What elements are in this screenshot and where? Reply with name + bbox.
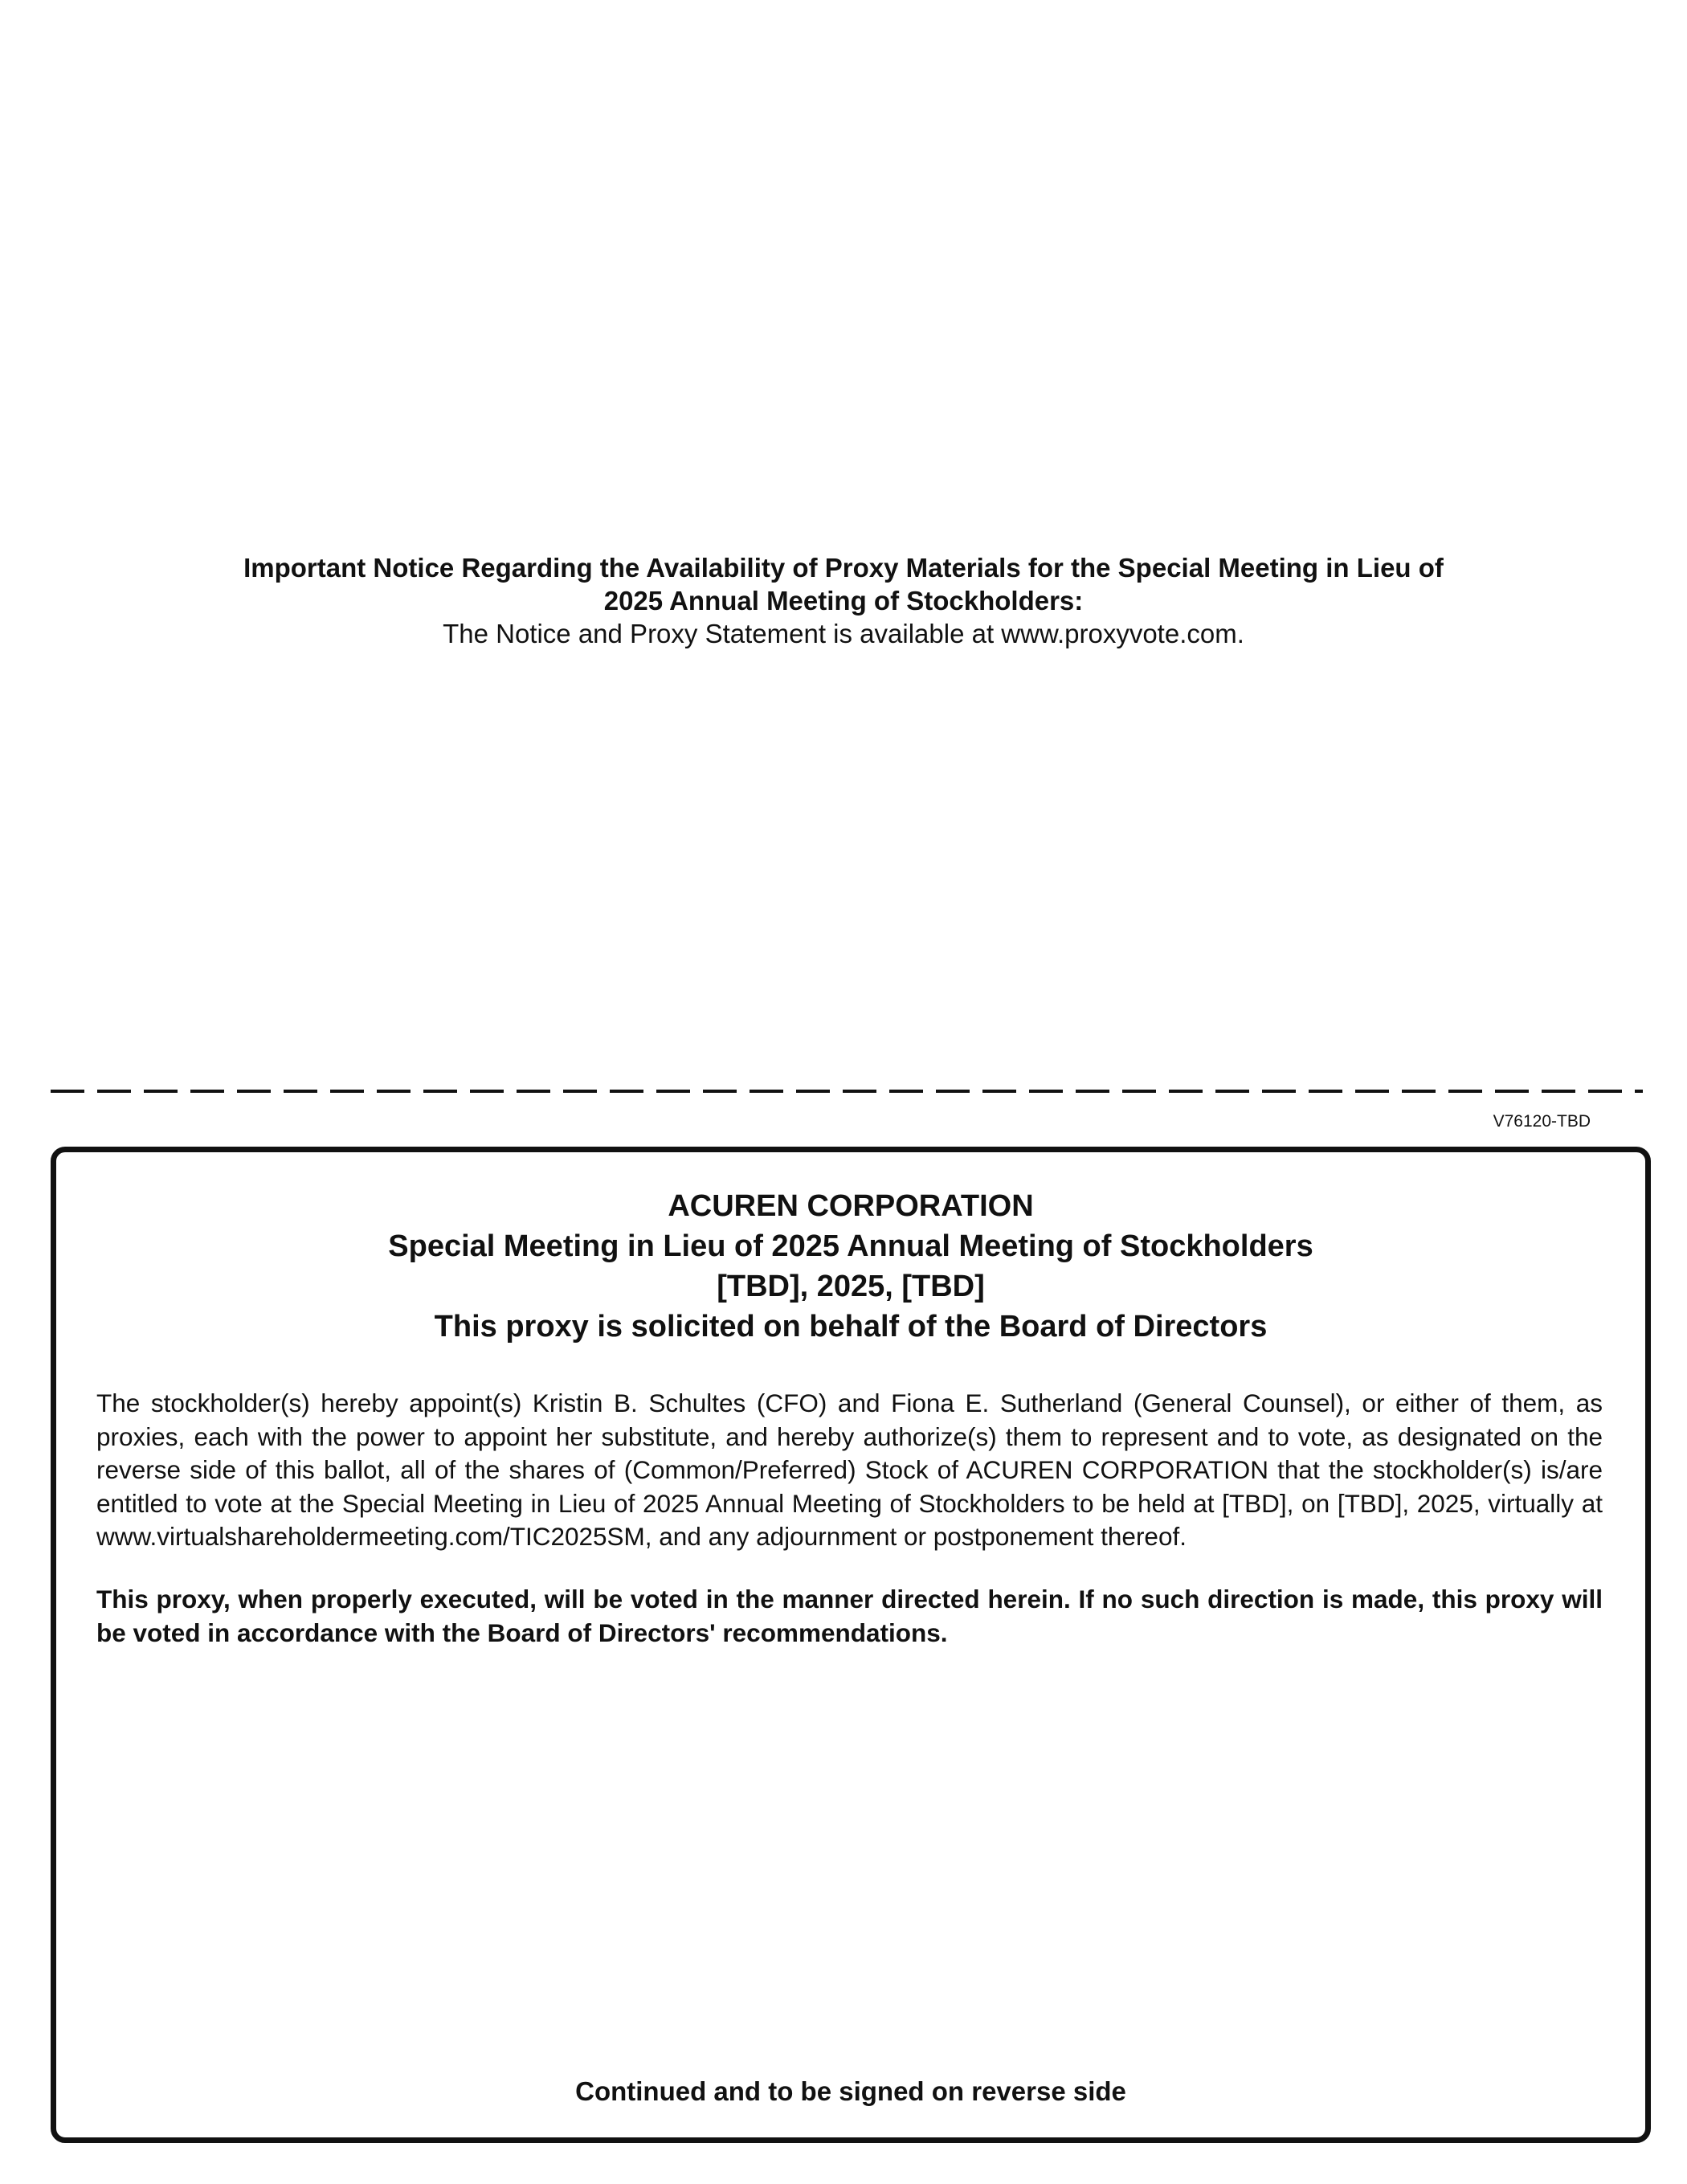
dashed-cut-line [51, 1090, 1643, 1093]
proxy-card [51, 1147, 1651, 2143]
meeting-date: [TBD], 2025, [TBD] [717, 1270, 985, 1303]
proxy-availability-notice [120, 551, 1566, 650]
proxy-card-header [56, 1186, 1645, 1347]
voting-statement: This proxy, when properly executed, will be voted in the manner directed herein. If no such direction is made, this proxy will be voted in accordance with the Board of Directors' recommendations. [96, 1585, 1603, 1647]
form-code: V76120-TBD [1493, 1112, 1591, 1131]
solicitation-statement: This proxy is solicited on behalf of the Board of Directors [434, 1310, 1268, 1344]
meeting-name: Special Meeting in Lieu of 2025 Annual Meeting of Stockholders [388, 1229, 1313, 1263]
notice-body: The Notice and Proxy Statement is available at www.proxyvote.com. [443, 619, 1244, 648]
appointment-paragraph: The stockholder(s) hereby appoint(s) Kristin B. Schultes (CFO) and Fiona E. Sutherland (General Counsel), or either of them, as proxies, each with the power to appoint her substitute, and hereby authorize(s) them to represent and to vote, as designated on the reverse side of this ballot, all of the shares of (Common/Preferred) Stock of ACUREN CORPORATION that the stockholder(s) is/are entitled to vote at the Special Meeting in Lieu of 2025 Annual Meeting of Stockholders to be held at [TBD], on [TBD], 2025, virtually at www.virtualshareholdermeeting.com/TIC2025SM, and any adjournment or postponement thereof. [96, 1389, 1603, 1551]
notice-title-line-2: 2025 Annual Meeting of Stockholders: [603, 586, 1084, 616]
notice-title-line-1: Important Notice Regarding the Availability of Proxy Materials for the Special Meeting in Lieu of [243, 553, 1444, 583]
company-name: ACUREN CORPORATION [668, 1189, 1034, 1223]
continued-note: Continued and to be signed on reverse side [575, 2076, 1126, 2106]
